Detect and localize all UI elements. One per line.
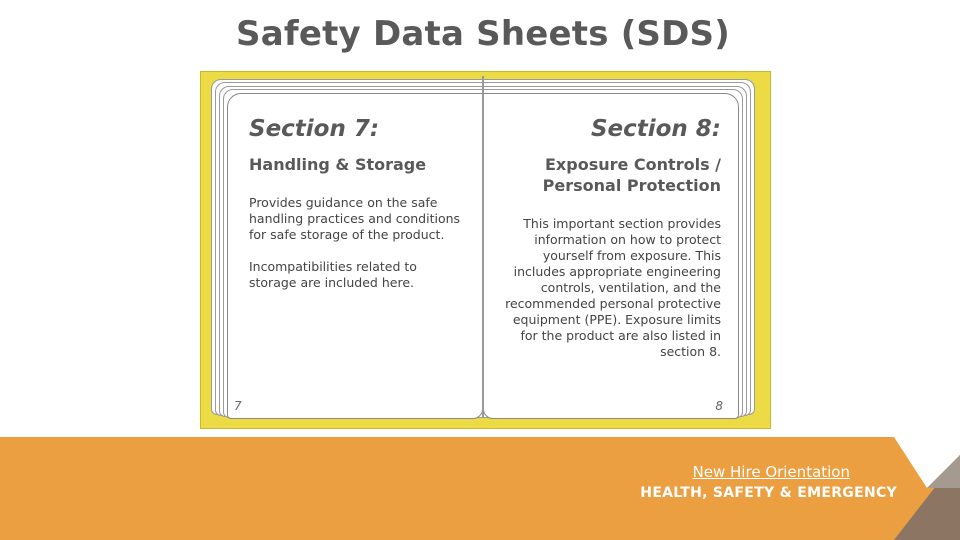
page-number-right: 8 bbox=[715, 399, 723, 413]
section-7-heading: Section 7: bbox=[249, 116, 380, 142]
book-spine bbox=[482, 76, 484, 418]
section-8-subheading bbox=[500, 154, 721, 196]
section-8-heading: Section 8: bbox=[590, 116, 721, 142]
section-8-subheading-line: Personal Protection bbox=[542, 176, 721, 195]
section-7-body bbox=[249, 195, 466, 291]
section-7-subheading: Handling & Storage bbox=[249, 155, 427, 174]
left-page bbox=[227, 93, 483, 419]
section-7-paragraph: Incompatibilities related to storage are included here. bbox=[249, 259, 417, 290]
page-number-left: 7 bbox=[234, 399, 242, 413]
section-8-body bbox=[500, 216, 721, 360]
footer-subtitle: HEALTH, SAFETY & EMERGENCY bbox=[640, 485, 897, 501]
slide-title: Safety Data Sheets (SDS) bbox=[236, 14, 730, 54]
section-8-paragraph: This important section provides information on how to protect yourself from exposure. This includes appropriate engineering controls, ventilation, and the recommended personal protective equipment (PPE). Exposure limits for the product are also listed in section 8. bbox=[505, 216, 721, 359]
right-page bbox=[483, 93, 739, 419]
new-hire-orientation-link[interactable]: New Hire Orientation bbox=[692, 463, 850, 481]
section-7-paragraph: Provides guidance on the safe handling practices and conditions for safe storage of the product. bbox=[249, 195, 461, 242]
section-8-subheading-line: Exposure Controls / bbox=[545, 155, 721, 174]
